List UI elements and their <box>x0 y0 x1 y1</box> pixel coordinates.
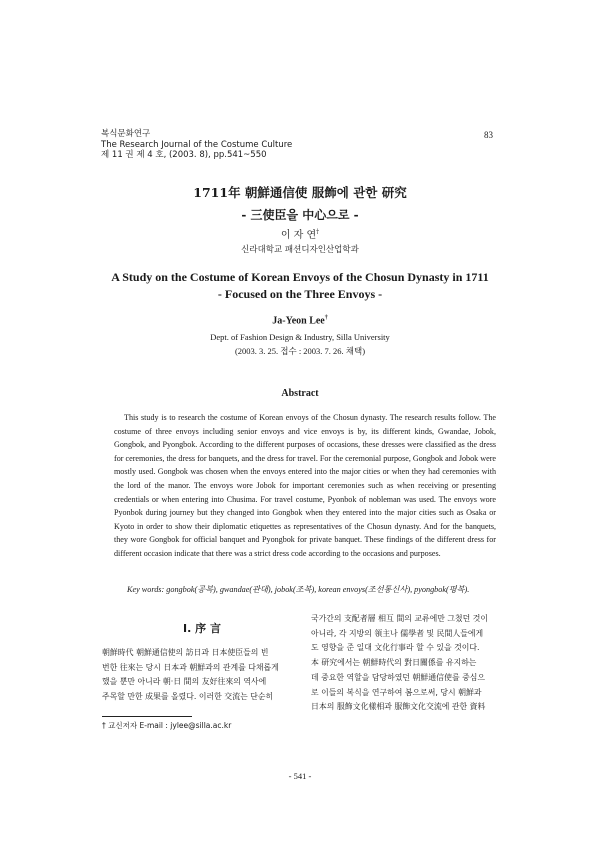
subtitle-korean: - 三使臣을 中心으로 - <box>241 208 359 222</box>
page-number-bottom: - 541 - <box>288 771 312 781</box>
journal-name-korean: 복식문화연구 <box>101 129 151 139</box>
author-korean <box>0 226 600 241</box>
affiliation-korean: 신라대학교 패션디자인산업학과 <box>241 245 359 255</box>
author-mark: † <box>316 228 320 236</box>
right-column <box>311 612 499 715</box>
keywords: Key words: gongbok(공복), gwandae(관대), jobok(조복), korean envoys(조선통신사), pyongbok(평복). <box>127 585 470 594</box>
left-column-text: 朝鮮時代 朝鮮通信使의 訪日과 日本使臣들의 빈 번한 往來는 당시 日本과 朝鮮과의 관계를 다채롭게 했을 뿐만 아니라 朝·日 間의 友好往來의 역사에 주목할 만한 成果를 올렸다. 이러한 交流는 단순히 <box>102 648 279 702</box>
title-korean: 1711年 朝鮮通信使 服飾에 관한 研究 <box>193 185 407 200</box>
title-english-line2: - Focused on the Three Envoys - <box>217 287 383 301</box>
footnote: † 교신저자 E-mail : jylee@silla.ac.kr <box>102 721 232 730</box>
abstract-heading: Abstract <box>281 388 319 399</box>
author-english <box>0 315 600 326</box>
author-korean-name: 이 자 연 <box>280 230 317 241</box>
journal-name-english: The Research Journal of the Costume Culture <box>101 139 293 150</box>
journal-header <box>101 129 292 161</box>
section-heading: Ⅰ. 序 言 <box>183 622 221 635</box>
author-english-name: Ja-Yeon Lee <box>272 315 325 327</box>
volume-info: 제 11 권 제 4 호, (2003. 8), pp.541~550 <box>101 150 267 160</box>
received-dates: (2003. 3. 25. 접수 : 2003. 7. 26. 채택) <box>234 346 366 356</box>
abstract-text: This study is to research the costume of Korean envoys of the Chosun dynasty. The research results follow. The costume of three envoys including senior envoys and vice envoys is by, its different kinds, Gwandae, Jobok, Gongbok, and Pyongbok. According to the different purposes of occasions, these dresses were classified as the dress for ceremonies, the dress for banquets, and the dress for travel. For the ceremonial purpose, Gongbok and Jobok were mostly used. Gongbok was chosen when the envoys entered into the major cities or when they had ceremonies with the lord of the manor. The envoys wore Jobok for important ceremonies such as when receiving or presenting credentials or when entering into Chusima. For travel costume, Pyonbok of nobleman was used. The envoys wore Pyonbok during journey but they changed into Gongbok when they entered into the major cities such as Osaka or Kyoto in order to show their diplomatic etiquettes as representatives of the Chosun dynasty. And for the banquets, they wore Gongbok for official banquet and Pyongbok for private banquet. These findings of the different dress for different occasion indicate that there was a strict dress code according to the occasions and purposes. <box>114 413 496 558</box>
left-column <box>102 612 302 705</box>
right-column-text: 국가간의 支配者層 相互 間의 교류에만 그쳤던 것이 아니라, 각 지방의 領主나 儒學者 및 民間人들에게 도 영향을 준 일대 文化行事라 할 수 있을 것이다. 本 研究에서는 朝鮮時代의 對日關係를 유지하는 데 중요한 역할을 담당하였던 朝鮮通信使를 중심으 로 이들의 복식을 연구하여 봄으로써, 당시 朝鮮과 日本의 服飾文化樣相과 服飾文化交流에 관한 資料 <box>311 614 488 712</box>
page-number-top: 83 <box>484 130 493 140</box>
affiliation-english: Dept. of Fashion Design & Industry, Silla University <box>210 332 390 342</box>
title-english-line1: A Study on the Costume of Korean Envoys of the Chosun Dynasty in 1711 <box>111 270 489 284</box>
author-english-mark: † <box>324 315 328 321</box>
footnote-rule <box>102 716 192 717</box>
